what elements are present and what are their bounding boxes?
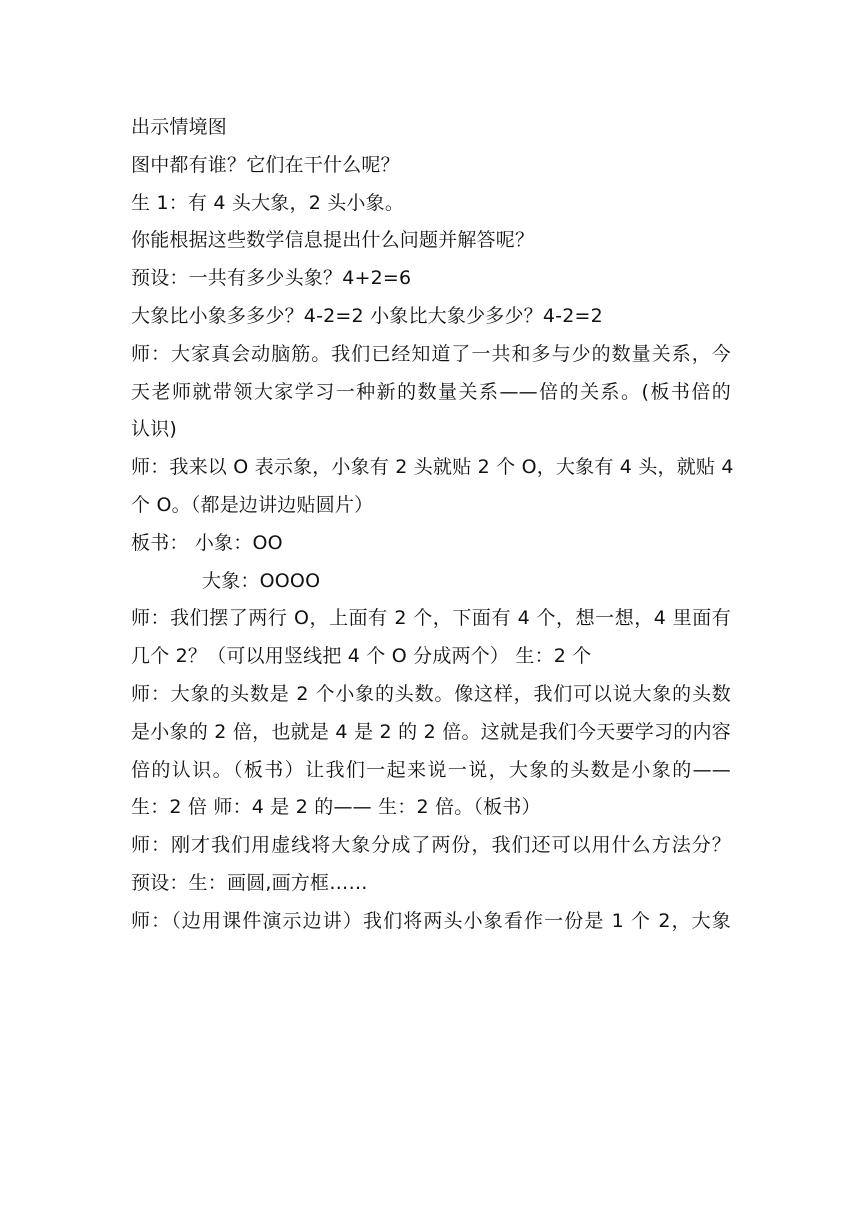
text-line: 个 O。（都是边讲边贴圆片） <box>131 493 374 516</box>
text-line: 认识) <box>131 418 178 441</box>
text-line: 师：我们摆了两行 O，上面有 2 个，下面有 4 个，想一想，4 里面有 <box>131 607 731 630</box>
text-line: 预设：生：画圆,画方框…… <box>131 871 368 894</box>
text-line: 出示情境图 <box>131 116 228 138</box>
text-line: 师：刚才我们用虚线将大象分成了两份，我们还可以用什么方法分？ <box>131 834 731 857</box>
text-line: 生：2 倍 师：4 是 2 的—— 生：2 倍。（板书） <box>131 796 541 819</box>
text-line: 几个 2？（可以用竖线把 4 个 O 分成两个） 生：2 个 <box>131 645 592 668</box>
text-line: 生 1：有 4 头大象，2 头小象。 <box>131 191 405 214</box>
text-line: 预设：一共有多少头象？4+2=6 <box>131 267 412 290</box>
board-writing-line: 板书： 小象：OO <box>131 531 283 554</box>
text-line: 大象比小象多多少？4-2=2 小象比大象少多少？4-2=2 <box>131 304 603 327</box>
text-line: 倍的认识。（板书）让我们一起来说一说，大象的头数是小象的—— <box>131 758 731 781</box>
text-line: 师：我来以 O 表示象，小象有 2 头就贴 2 个 O，大象有 4 头，就贴 4 <box>131 456 734 479</box>
text-line: 你能根据这些数学信息提出什么问题并解答呢？ <box>131 229 535 252</box>
text-line: 图中都有谁？它们在干什么呢？ <box>131 153 400 176</box>
text-line: 师：大象的头数是 2 个小象的头数。像这样，我们可以说大象的头数 <box>131 682 731 705</box>
text-line: 是小象的 2 倍，也就是 4 是 2 的 2 倍。这就是我们今天要学习的内容 <box>131 720 731 743</box>
board-writing-line: 大象：OOOO <box>202 569 321 592</box>
text-line: 天老师就带领大家学习一种新的数量关系——倍的关系。(板书倍的 <box>131 380 731 403</box>
text-line: 师：（边用课件演示边讲）我们将两头小象看作一份是 1 个 2，大象 <box>131 909 731 932</box>
text-line: 师：大家真会动脑筋。我们已经知道了一共和多与少的数量关系，今 <box>131 342 731 365</box>
document-body <box>131 109 734 941</box>
